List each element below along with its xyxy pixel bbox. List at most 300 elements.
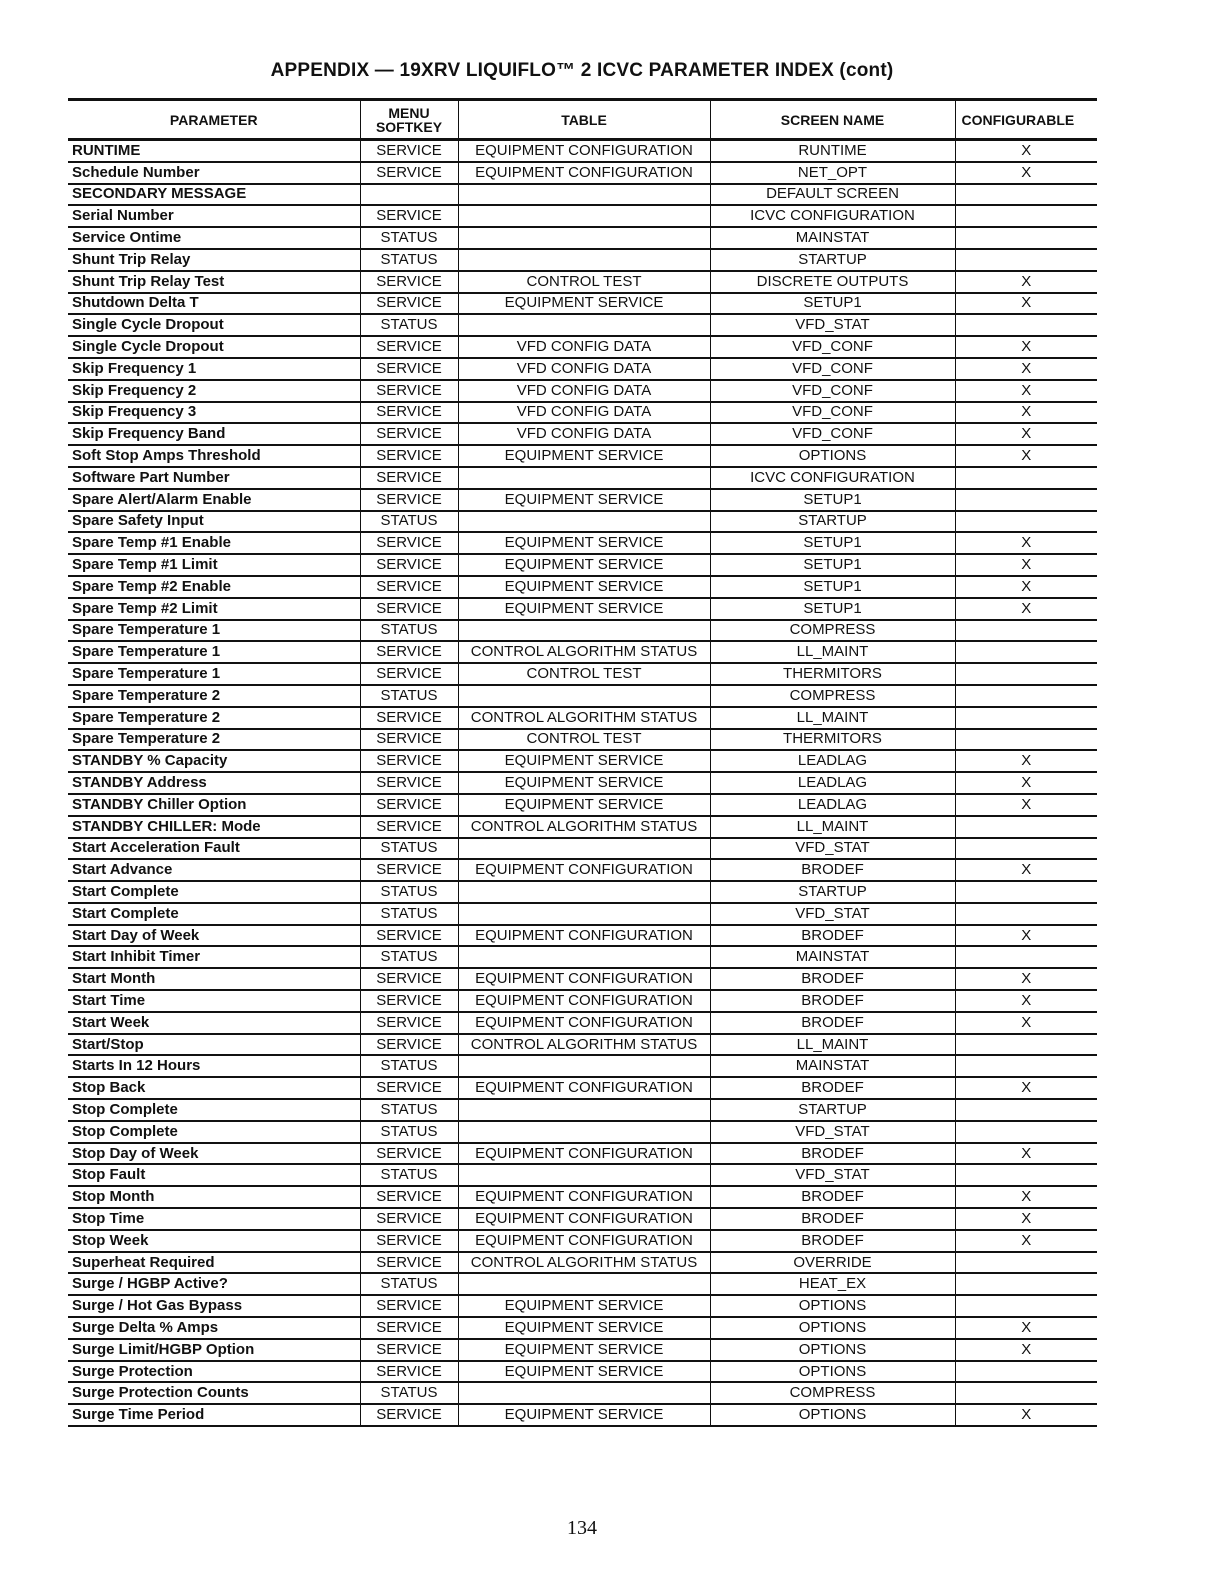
menu-softkey-cell: SERVICE <box>360 859 458 881</box>
screen-name-cell: BRODEF <box>710 1012 955 1034</box>
screen-name-cell: THERMITORS <box>710 729 955 751</box>
table-cell: VFD CONFIG DATA <box>458 358 710 380</box>
configurable-cell <box>955 663 1097 685</box>
table-cell: CONTROL ALGORITHM STATUS <box>458 1034 710 1056</box>
screen-name-cell: BRODEF <box>710 1077 955 1099</box>
menu-softkey-cell: SERVICE <box>360 598 458 620</box>
table-cell <box>458 838 710 860</box>
screen-name-cell: BRODEF <box>710 968 955 990</box>
menu-softkey-cell: SERVICE <box>360 358 458 380</box>
screen-name-cell: STARTUP <box>710 881 955 903</box>
parameter-cell: Single Cycle Dropout <box>68 336 360 358</box>
parameter-cell: Shunt Trip Relay Test <box>68 271 360 293</box>
table-row <box>68 598 1097 620</box>
menu-softkey-cell: SERVICE <box>360 554 458 576</box>
parameter-cell: Spare Temperature 1 <box>68 641 360 663</box>
table-cell: VFD CONFIG DATA <box>458 402 710 424</box>
parameter-cell: Start Time <box>68 990 360 1012</box>
table-cell <box>458 184 710 206</box>
configurable-cell: X <box>955 1186 1097 1208</box>
menu-softkey-cell: SERVICE <box>360 750 458 772</box>
table-cell <box>458 205 710 227</box>
screen-name-cell: ICVC CONFIGURATION <box>710 205 955 227</box>
table-header-row <box>68 100 1097 140</box>
menu-softkey-cell: SERVICE <box>360 576 458 598</box>
parameter-cell: Spare Temperature 2 <box>68 729 360 751</box>
screen-name-cell: LL_MAINT <box>710 641 955 663</box>
menu-softkey-cell: STATUS <box>360 1055 458 1077</box>
screen-name-cell: BRODEF <box>710 1208 955 1230</box>
table-cell: EQUIPMENT SERVICE <box>458 576 710 598</box>
table-row <box>68 946 1097 968</box>
configurable-cell <box>955 227 1097 249</box>
screen-name-cell: SETUP1 <box>710 554 955 576</box>
configurable-cell <box>955 707 1097 729</box>
configurable-cell: X <box>955 293 1097 315</box>
menu-softkey-cell: SERVICE <box>360 1339 458 1361</box>
table-cell: EQUIPMENT SERVICE <box>458 598 710 620</box>
menu-softkey-cell: SERVICE <box>360 990 458 1012</box>
configurable-cell: X <box>955 532 1097 554</box>
parameter-cell: Shunt Trip Relay <box>68 249 360 271</box>
menu-softkey-cell <box>360 184 458 206</box>
parameter-cell: Stop Complete <box>68 1121 360 1143</box>
screen-name-cell: BRODEF <box>710 859 955 881</box>
configurable-cell <box>955 729 1097 751</box>
table-cell: EQUIPMENT CONFIGURATION <box>458 140 710 162</box>
screen-name-cell: LEADLAG <box>710 794 955 816</box>
table-cell: EQUIPMENT SERVICE <box>458 489 710 511</box>
configurable-cell <box>955 1099 1097 1121</box>
parameter-cell: Start/Stop <box>68 1034 360 1056</box>
parameter-cell: Spare Temperature 1 <box>68 663 360 685</box>
menu-softkey-cell: SERVICE <box>360 380 458 402</box>
table-row <box>68 990 1097 1012</box>
screen-name-cell: VFD_STAT <box>710 903 955 925</box>
screen-name-cell: VFD_STAT <box>710 1121 955 1143</box>
table-row <box>68 227 1097 249</box>
menu-softkey-cell: SERVICE <box>360 641 458 663</box>
parameter-cell: Skip Frequency 2 <box>68 380 360 402</box>
menu-softkey-cell: SERVICE <box>360 1034 458 1056</box>
parameter-cell: Stop Fault <box>68 1164 360 1186</box>
table-cell: CONTROL ALGORITHM STATUS <box>458 1252 710 1274</box>
table-row <box>68 1055 1097 1077</box>
parameter-cell: Soft Stop Amps Threshold <box>68 445 360 467</box>
table-row <box>68 1361 1097 1383</box>
table-row <box>68 750 1097 772</box>
screen-name-cell: COMPRESS <box>710 685 955 707</box>
screen-name-cell: STARTUP <box>710 1099 955 1121</box>
configurable-cell: X <box>955 1143 1097 1165</box>
screen-name-cell: COMPRESS <box>710 1382 955 1404</box>
menu-softkey-cell: STATUS <box>360 881 458 903</box>
menu-softkey-cell: SERVICE <box>360 1208 458 1230</box>
table-row <box>68 445 1097 467</box>
parameter-cell: Start Day of Week <box>68 925 360 947</box>
parameter-cell: Stop Complete <box>68 1099 360 1121</box>
table-row <box>68 532 1097 554</box>
configurable-cell: X <box>955 402 1097 424</box>
configurable-cell: X <box>955 925 1097 947</box>
parameter-cell: Surge Protection <box>68 1361 360 1383</box>
screen-name-cell: NET_OPT <box>710 162 955 184</box>
configurable-cell <box>955 1164 1097 1186</box>
screen-name-cell: STARTUP <box>710 511 955 533</box>
table-cell <box>458 1099 710 1121</box>
screen-name-cell: MAINSTAT <box>710 1055 955 1077</box>
parameter-cell: Spare Temperature 1 <box>68 620 360 642</box>
screen-name-cell: VFD_CONF <box>710 423 955 445</box>
menu-softkey-cell: STATUS <box>360 903 458 925</box>
table-row <box>68 859 1097 881</box>
screen-name-cell: LL_MAINT <box>710 1034 955 1056</box>
table-cell <box>458 1382 710 1404</box>
menu-softkey-cell: SERVICE <box>360 271 458 293</box>
table-cell: EQUIPMENT SERVICE <box>458 1404 710 1426</box>
parameter-cell: Schedule Number <box>68 162 360 184</box>
screen-name-cell: VFD_CONF <box>710 380 955 402</box>
configurable-cell <box>955 1382 1097 1404</box>
configurable-cell: X <box>955 1230 1097 1252</box>
menu-softkey-cell: STATUS <box>360 838 458 860</box>
parameter-cell: Stop Time <box>68 1208 360 1230</box>
menu-softkey-cell: STATUS <box>360 685 458 707</box>
configurable-cell: X <box>955 380 1097 402</box>
menu-softkey-cell: SERVICE <box>360 1317 458 1339</box>
configurable-cell: X <box>955 445 1097 467</box>
table-row <box>68 511 1097 533</box>
menu-softkey-cell: STATUS <box>360 249 458 271</box>
parameter-cell: Start Acceleration Fault <box>68 838 360 860</box>
configurable-cell <box>955 641 1097 663</box>
configurable-cell <box>955 838 1097 860</box>
table-row <box>68 554 1097 576</box>
table-cell: VFD CONFIG DATA <box>458 380 710 402</box>
configurable-cell: X <box>955 968 1097 990</box>
screen-name-cell: BRODEF <box>710 990 955 1012</box>
configurable-cell <box>955 467 1097 489</box>
configurable-cell: X <box>955 1404 1097 1426</box>
parameter-cell: Shutdown Delta T <box>68 293 360 315</box>
screen-name-cell: MAINSTAT <box>710 946 955 968</box>
table-cell: EQUIPMENT SERVICE <box>458 554 710 576</box>
table-row <box>68 1012 1097 1034</box>
column-header-menu-softkey <box>360 100 458 140</box>
menu-softkey-cell: SERVICE <box>360 1143 458 1165</box>
parameter-cell: Single Cycle Dropout <box>68 314 360 336</box>
table-row <box>68 1208 1097 1230</box>
table-cell: EQUIPMENT CONFIGURATION <box>458 859 710 881</box>
table-row <box>68 968 1097 990</box>
screen-name-cell: OVERRIDE <box>710 1252 955 1274</box>
screen-name-cell: OPTIONS <box>710 1361 955 1383</box>
table-cell: CONTROL ALGORITHM STATUS <box>458 707 710 729</box>
menu-softkey-cell: SERVICE <box>360 1404 458 1426</box>
configurable-cell <box>955 620 1097 642</box>
configurable-cell: X <box>955 1339 1097 1361</box>
screen-name-cell: COMPRESS <box>710 620 955 642</box>
parameter-cell: Surge Delta % Amps <box>68 1317 360 1339</box>
screen-name-cell: VFD_STAT <box>710 1164 955 1186</box>
configurable-cell <box>955 685 1097 707</box>
parameter-cell: Start Inhibit Timer <box>68 946 360 968</box>
menu-softkey-cell: STATUS <box>360 511 458 533</box>
screen-name-cell: VFD_CONF <box>710 358 955 380</box>
table-cell <box>458 511 710 533</box>
parameter-cell: Superheat Required <box>68 1252 360 1274</box>
menu-softkey-cell: SERVICE <box>360 772 458 794</box>
parameter-cell: Serial Number <box>68 205 360 227</box>
screen-name-cell: BRODEF <box>710 1186 955 1208</box>
parameter-cell: Skip Frequency 1 <box>68 358 360 380</box>
menu-softkey-cell: SERVICE <box>360 816 458 838</box>
screen-name-cell: LL_MAINT <box>710 707 955 729</box>
column-header-menu-line2: SOFTKEY <box>375 118 443 135</box>
table-cell: EQUIPMENT SERVICE <box>458 532 710 554</box>
parameter-cell: Stop Week <box>68 1230 360 1252</box>
configurable-cell <box>955 1034 1097 1056</box>
configurable-cell <box>955 1273 1097 1295</box>
table-cell: CONTROL ALGORITHM STATUS <box>458 641 710 663</box>
screen-name-cell: DISCRETE OUTPUTS <box>710 271 955 293</box>
table-cell: EQUIPMENT CONFIGURATION <box>458 1208 710 1230</box>
menu-softkey-cell: SERVICE <box>360 489 458 511</box>
table-cell: VFD CONFIG DATA <box>458 423 710 445</box>
screen-name-cell: OPTIONS <box>710 1317 955 1339</box>
configurable-cell <box>955 1055 1097 1077</box>
screen-name-cell: SETUP1 <box>710 293 955 315</box>
menu-softkey-cell: SERVICE <box>360 1230 458 1252</box>
menu-softkey-cell: SERVICE <box>360 925 458 947</box>
parameter-cell: Start Week <box>68 1012 360 1034</box>
menu-softkey-cell: STATUS <box>360 1099 458 1121</box>
table-cell: CONTROL TEST <box>458 271 710 293</box>
screen-name-cell: OPTIONS <box>710 1295 955 1317</box>
table-cell <box>458 249 710 271</box>
menu-softkey-cell: SERVICE <box>360 1012 458 1034</box>
table-row <box>68 1077 1097 1099</box>
column-header-configurable: CONFIGURABLE <box>955 100 1097 140</box>
table-cell: EQUIPMENT CONFIGURATION <box>458 1143 710 1165</box>
table-row <box>68 838 1097 860</box>
table-row <box>68 1317 1097 1339</box>
screen-name-cell: SETUP1 <box>710 576 955 598</box>
screen-name-cell: STARTUP <box>710 249 955 271</box>
table-cell: EQUIPMENT SERVICE <box>458 1339 710 1361</box>
parameter-cell: Surge Limit/HGBP Option <box>68 1339 360 1361</box>
screen-name-cell: BRODEF <box>710 1143 955 1165</box>
configurable-cell: X <box>955 140 1097 162</box>
parameter-cell: Surge Protection Counts <box>68 1382 360 1404</box>
table-cell: EQUIPMENT CONFIGURATION <box>458 968 710 990</box>
menu-softkey-cell: SERVICE <box>360 968 458 990</box>
parameter-cell: Surge / Hot Gas Bypass <box>68 1295 360 1317</box>
table-cell <box>458 1164 710 1186</box>
configurable-cell: X <box>955 1012 1097 1034</box>
menu-softkey-cell: SERVICE <box>360 707 458 729</box>
menu-softkey-cell: STATUS <box>360 620 458 642</box>
configurable-cell <box>955 314 1097 336</box>
screen-name-cell: VFD_STAT <box>710 314 955 336</box>
table-row <box>68 358 1097 380</box>
menu-softkey-cell: SERVICE <box>360 336 458 358</box>
parameter-cell: STANDBY % Capacity <box>68 750 360 772</box>
configurable-cell <box>955 1121 1097 1143</box>
menu-softkey-cell: SERVICE <box>360 663 458 685</box>
configurable-cell <box>955 511 1097 533</box>
table-cell <box>458 881 710 903</box>
screen-name-cell: SETUP1 <box>710 532 955 554</box>
table-row <box>68 1143 1097 1165</box>
table-cell: EQUIPMENT CONFIGURATION <box>458 1186 710 1208</box>
table-row <box>68 1230 1097 1252</box>
parameter-cell: Stop Back <box>68 1077 360 1099</box>
menu-softkey-cell: SERVICE <box>360 293 458 315</box>
table-row <box>68 794 1097 816</box>
parameter-cell: Stop Day of Week <box>68 1143 360 1165</box>
configurable-cell <box>955 489 1097 511</box>
configurable-cell: X <box>955 1317 1097 1339</box>
parameter-cell: Spare Temp #1 Enable <box>68 532 360 554</box>
table-cell: EQUIPMENT SERVICE <box>458 1317 710 1339</box>
parameter-cell: Skip Frequency 3 <box>68 402 360 424</box>
menu-softkey-cell: SERVICE <box>360 402 458 424</box>
screen-name-cell: THERMITORS <box>710 663 955 685</box>
configurable-cell: X <box>955 598 1097 620</box>
table-body <box>68 140 1097 1427</box>
table-cell: VFD CONFIG DATA <box>458 336 710 358</box>
parameter-cell: STANDBY Chiller Option <box>68 794 360 816</box>
screen-name-cell: VFD_CONF <box>710 336 955 358</box>
menu-softkey-cell: STATUS <box>360 1121 458 1143</box>
table-cell: EQUIPMENT CONFIGURATION <box>458 162 710 184</box>
table-row <box>68 1121 1097 1143</box>
screen-name-cell: BRODEF <box>710 925 955 947</box>
table-row <box>68 1382 1097 1404</box>
menu-softkey-cell: SERVICE <box>360 205 458 227</box>
table-row <box>68 1273 1097 1295</box>
menu-softkey-cell: SERVICE <box>360 794 458 816</box>
parameter-cell: Skip Frequency Band <box>68 423 360 445</box>
table-cell: EQUIPMENT CONFIGURATION <box>458 1012 710 1034</box>
configurable-cell <box>955 205 1097 227</box>
configurable-cell <box>955 946 1097 968</box>
table-cell <box>458 227 710 249</box>
table-row <box>68 1252 1097 1274</box>
table-row <box>68 925 1097 947</box>
table-cell: EQUIPMENT SERVICE <box>458 1361 710 1383</box>
parameter-cell: Spare Temp #2 Limit <box>68 598 360 620</box>
screen-name-cell: OPTIONS <box>710 1339 955 1361</box>
parameter-index-table <box>68 98 1097 1427</box>
menu-softkey-cell: SERVICE <box>360 729 458 751</box>
parameter-cell: Stop Month <box>68 1186 360 1208</box>
table-cell: EQUIPMENT SERVICE <box>458 293 710 315</box>
screen-name-cell: MAINSTAT <box>710 227 955 249</box>
menu-softkey-cell: SERVICE <box>360 140 458 162</box>
configurable-cell: X <box>955 1208 1097 1230</box>
table-cell: CONTROL ALGORITHM STATUS <box>458 816 710 838</box>
screen-name-cell: LEADLAG <box>710 750 955 772</box>
parameter-cell: Spare Temp #2 Enable <box>68 576 360 598</box>
table-row <box>68 903 1097 925</box>
menu-softkey-cell: SERVICE <box>360 467 458 489</box>
configurable-cell: X <box>955 554 1097 576</box>
configurable-cell: X <box>955 336 1097 358</box>
parameter-cell: Spare Temp #1 Limit <box>68 554 360 576</box>
page-title: APPENDIX — 19XRV LIQUIFLO™ 2 ICVC PARAMETER INDEX (cont) <box>270 60 894 81</box>
configurable-cell <box>955 816 1097 838</box>
menu-softkey-cell: STATUS <box>360 314 458 336</box>
menu-softkey-cell: SERVICE <box>360 1252 458 1274</box>
menu-softkey-cell: SERVICE <box>360 1186 458 1208</box>
table-row <box>68 380 1097 402</box>
table-row <box>68 140 1097 162</box>
parameter-cell: Start Complete <box>68 903 360 925</box>
screen-name-cell: OPTIONS <box>710 445 955 467</box>
table-cell: CONTROL TEST <box>458 663 710 685</box>
configurable-cell: X <box>955 859 1097 881</box>
screen-name-cell: VFD_STAT <box>710 838 955 860</box>
configurable-cell: X <box>955 162 1097 184</box>
table-cell <box>458 1273 710 1295</box>
parameter-cell: Spare Safety Input <box>68 511 360 533</box>
screen-name-cell: OPTIONS <box>710 1404 955 1426</box>
configurable-cell <box>955 881 1097 903</box>
table-row <box>68 293 1097 315</box>
configurable-cell: X <box>955 772 1097 794</box>
screen-name-cell: LL_MAINT <box>710 816 955 838</box>
menu-softkey-cell: SERVICE <box>360 162 458 184</box>
screen-name-cell: HEAT_EX <box>710 1273 955 1295</box>
table-row <box>68 816 1097 838</box>
configurable-cell: X <box>955 358 1097 380</box>
configurable-cell <box>955 903 1097 925</box>
table-row <box>68 576 1097 598</box>
menu-softkey-cell: STATUS <box>360 946 458 968</box>
table-row <box>68 1099 1097 1121</box>
table-row <box>68 489 1097 511</box>
menu-softkey-cell: SERVICE <box>360 445 458 467</box>
table-row <box>68 685 1097 707</box>
menu-softkey-cell: STATUS <box>360 1164 458 1186</box>
table-row <box>68 1164 1097 1186</box>
menu-softkey-cell: SERVICE <box>360 532 458 554</box>
table-row <box>68 162 1097 184</box>
table-cell: EQUIPMENT SERVICE <box>458 445 710 467</box>
configurable-cell <box>955 184 1097 206</box>
menu-softkey-cell: SERVICE <box>360 1295 458 1317</box>
table-row <box>68 314 1097 336</box>
table-row <box>68 184 1097 206</box>
parameter-cell: Start Complete <box>68 881 360 903</box>
parameter-cell: Software Part Number <box>68 467 360 489</box>
configurable-cell <box>955 1252 1097 1274</box>
configurable-cell: X <box>955 423 1097 445</box>
table-cell: EQUIPMENT SERVICE <box>458 772 710 794</box>
table-cell <box>458 1055 710 1077</box>
table-cell <box>458 314 710 336</box>
table-cell <box>458 620 710 642</box>
parameter-cell: Spare Temperature 2 <box>68 685 360 707</box>
table-cell: EQUIPMENT CONFIGURATION <box>458 1230 710 1252</box>
table-row <box>68 663 1097 685</box>
parameter-cell: Spare Temperature 2 <box>68 707 360 729</box>
menu-softkey-cell: STATUS <box>360 227 458 249</box>
menu-softkey-cell: SERVICE <box>360 423 458 445</box>
configurable-cell: X <box>955 794 1097 816</box>
